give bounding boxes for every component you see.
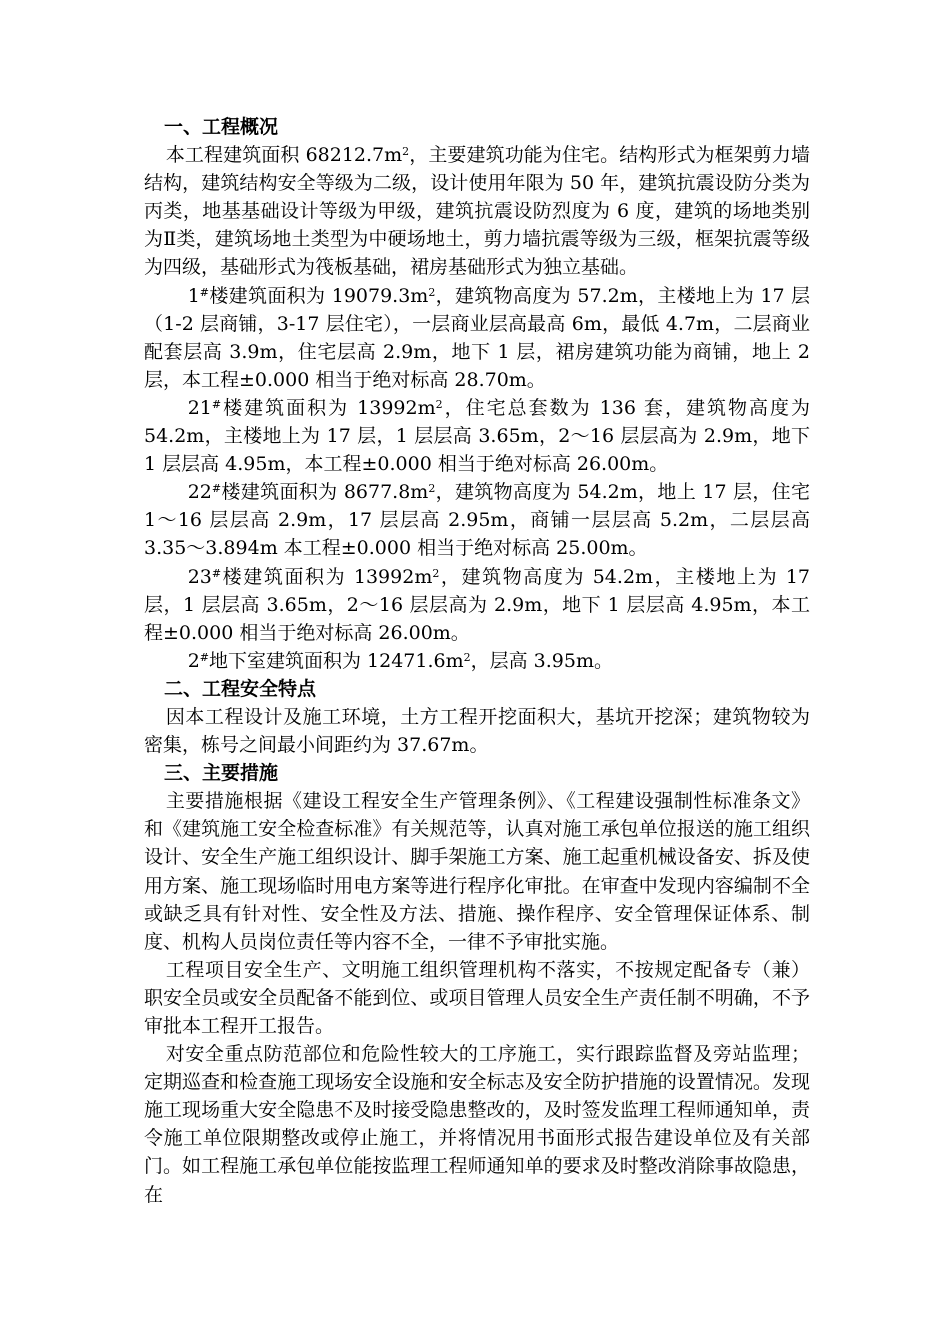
superscript: # bbox=[211, 482, 222, 496]
paragraph-measures-review: 主要措施根据《建设工程安全生产管理条例》、《工程建设强制性标准条文》和《建筑施工安全检查标准》有关规范等，认真对施工承包单位报送的施工组织设计、安全生产施工组织设计、脚手架施工方案、施工起重机械设备安、拆及使用方案、施工现场临时用电方案等进行程序化审批。在审查中发现内容编制不全或缺乏具有针对性、安全性及方法、措施、操作程序、安全管理保证体系、制度、机构人员岗位责任等内容不全，一律不予审批实施。 bbox=[144, 790, 810, 953]
superscript: 2 bbox=[463, 650, 471, 664]
paragraph-basement-2 bbox=[144, 647, 810, 675]
text-run: 23 bbox=[187, 565, 212, 588]
text-run: 楼建筑面积为 13992m bbox=[221, 565, 433, 588]
superscript: # bbox=[211, 397, 222, 411]
section-heading-overview: 一、工程概况 bbox=[164, 116, 279, 138]
superscript: 2 bbox=[428, 285, 436, 299]
superscript: 2 bbox=[432, 566, 440, 580]
text-run: 楼建筑面积为 8677.8m bbox=[221, 481, 429, 504]
text-run: 21 bbox=[187, 396, 212, 419]
text-run: 本工程建筑面积 68212.7m bbox=[165, 144, 403, 167]
text-run: ，建筑物高度为 54.2m，地上 17 层，住宅 1～16 层层高 2.9m，17 层层高 2.95m，商铺一层层高 5.2m，二层层高 3.35～3.894m 本工程±0.000 相当于绝对标高 25.00m。 bbox=[144, 481, 810, 560]
superscript: # bbox=[199, 650, 209, 664]
paragraph-building-21 bbox=[144, 394, 810, 478]
text-run: ，建筑物高度为 54.2m，主楼地上为 17 层，1 层层高 3.65m，2～16 层层高为 2.9m，地下 1 层层高 4.95m，本工程±0.000 相当于绝对标高 26.00m。 bbox=[144, 565, 811, 644]
paragraph-building-1 bbox=[144, 282, 810, 394]
text-run: ，层高 3.95m。 bbox=[470, 649, 614, 672]
paragraph-safety-features: 因本工程设计及施工环境，土方工程开挖面积大，基坑开挖深；建筑物较为密集，栋号之间最小间距约为 37.67m。 bbox=[144, 705, 810, 757]
paragraph-overview-summary bbox=[144, 141, 810, 281]
text-run: ，住宅总套数为 136 套，建筑物高度为 54.2m，主楼地上为 17 层，1 层层高 3.65m，2～16 层层高为 2.9m，地下 1 层层高 4.95m，本工程±0.000 相当于绝对标高 26.00m。 bbox=[144, 396, 810, 476]
superscript: 2 bbox=[428, 482, 436, 496]
section-heading-main-measures: 三、主要措施 bbox=[164, 762, 279, 785]
superscript: # bbox=[211, 566, 222, 580]
superscript: 2 bbox=[435, 397, 443, 411]
text-run: 22 bbox=[187, 481, 212, 504]
paragraph-measures-supervision: 对安全重点防范部位和危险性较大的工序施工，实行跟踪监督及旁站监理；定期巡查和检查施工现场安全设施和安全标志及安全防护措施的设置情况。发现施工现场重大安全隐患不及时接受隐患整改的，及时签发监理工程师通知单，责令施工单位限期整改或停止施工，并将情况用书面形式报告建设单位及有关部门。如工程施工承包单位能按监理工程师通知单的要求及时整改消除事故隐患，在 bbox=[144, 1043, 810, 1206]
text-run: 地下室建筑面积为 12471.6m bbox=[209, 649, 464, 672]
paragraph-building-23 bbox=[144, 563, 810, 647]
text-run: 2 bbox=[187, 649, 200, 672]
superscript: # bbox=[199, 285, 209, 299]
text-run: 1 bbox=[187, 284, 200, 307]
text-run: ，主要建筑功能为住宅。结构形式为框架剪力墙结构，建筑结构安全等级为二级，设计使用年限为 50 年，建筑抗震设防分类为丙类，地基基础设计等级为甲级，建筑抗震设防烈度为 6 度，建筑的场地类别为Ⅱ类，建筑场地土类型为中硬场地土，剪力墙抗震等级为三级，框架抗震等级为四级，基础形式为筏板基础，裙房基础形式为独立基础。 bbox=[144, 144, 810, 279]
text-run: 楼建筑面积为 13992m bbox=[221, 396, 436, 419]
section-heading-safety-features: 二、工程安全特点 bbox=[164, 677, 317, 700]
text-run: 楼建筑面积为 19079.3m bbox=[209, 284, 429, 307]
paragraph-building-22 bbox=[144, 478, 810, 562]
superscript: 2 bbox=[402, 145, 410, 159]
text-run: ，建筑物高度为 57.2m，主楼地上为 17 层（1-2 层商铺，3-17 层住宅），一层商业层高最高 6m，最低 4.7m，二层商业配套层高 3.9m，住宅层高 2.9m，地下 1 层，裙房建筑功能为商铺，地上 2 层，本工程±0.000 相当于绝对标高 28.70m。 bbox=[144, 284, 810, 391]
paragraph-measures-organization: 工程项目安全生产、文明施工组织管理机构不落实，不按规定配备专（兼）职安全员或安全员配备不能到位、或项目管理人员安全生产责任制不明确，不予审批本工程开工报告。 bbox=[144, 958, 810, 1037]
